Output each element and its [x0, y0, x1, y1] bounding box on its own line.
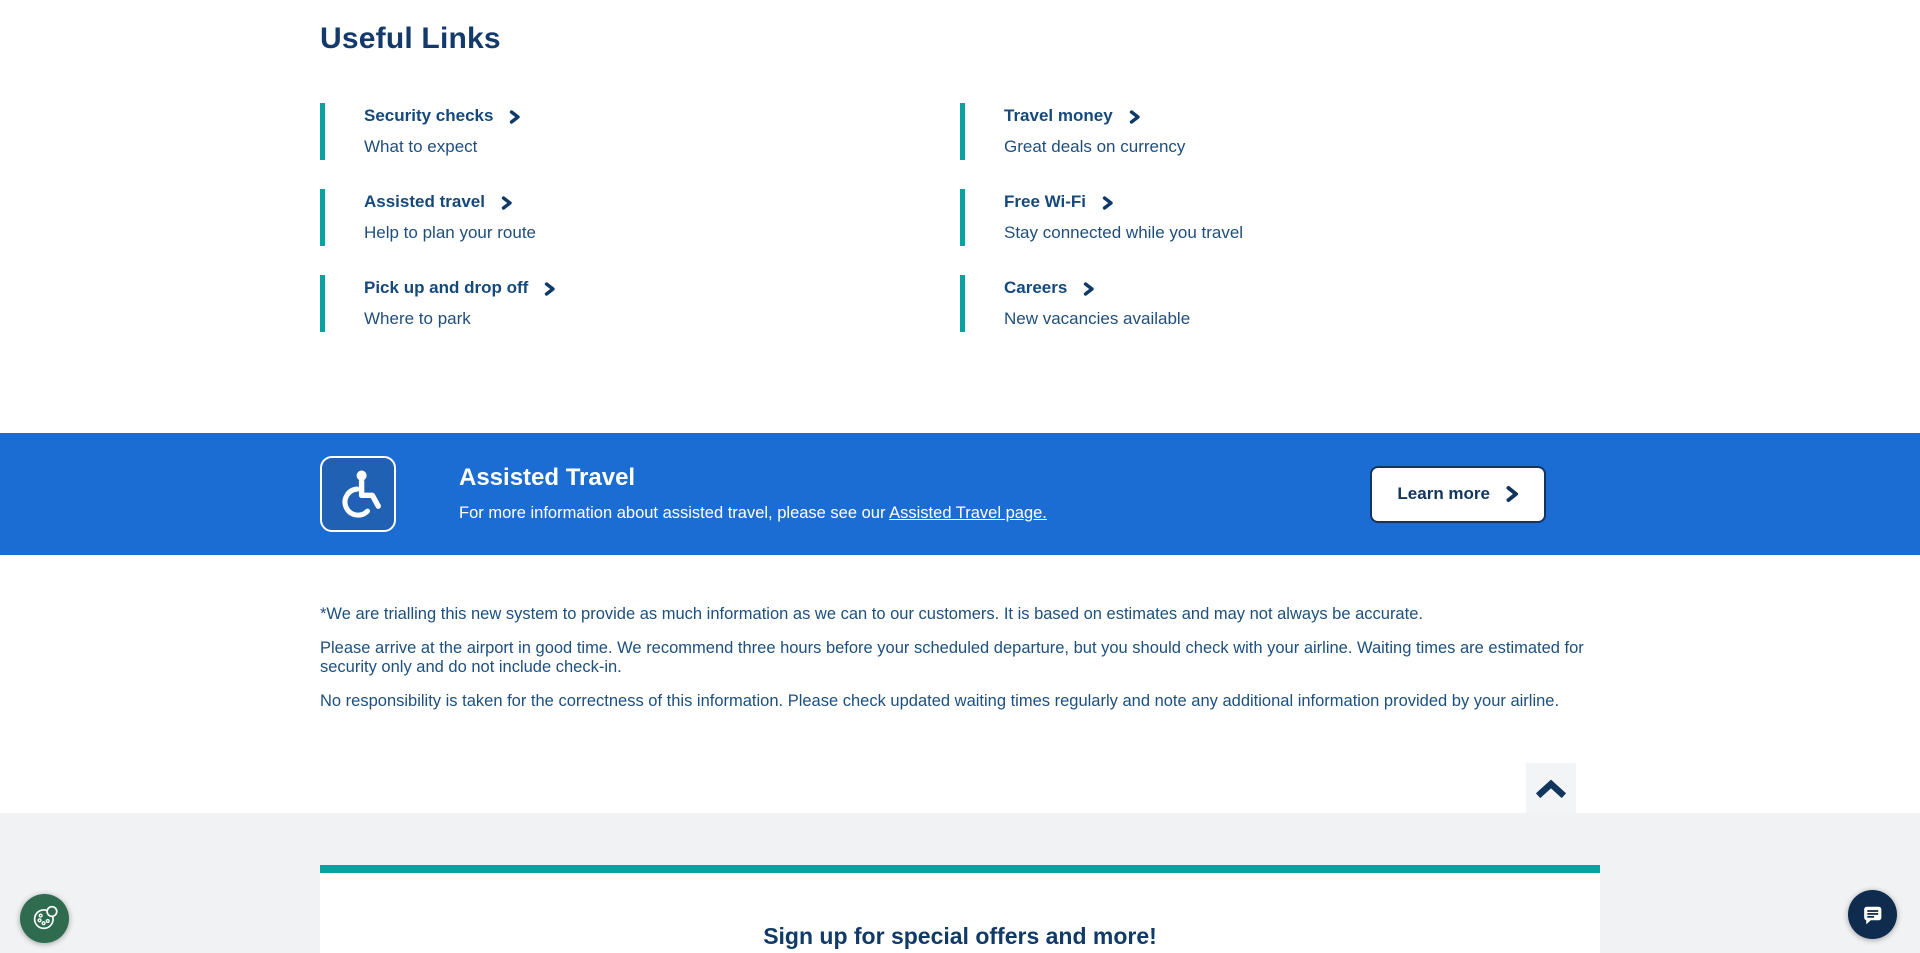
chevron-right-icon [1128, 110, 1141, 124]
signup-heading: Sign up for special offers and more! [763, 923, 1157, 949]
chevron-right-icon [500, 196, 513, 210]
assisted-travel-page-link[interactable]: Assisted Travel page. [889, 504, 1047, 522]
useful-link-free-wifi[interactable] [960, 189, 1600, 246]
bottom-section [0, 813, 1920, 953]
link-title-text: Travel money [1004, 106, 1113, 125]
link-subtitle: Stay connected while you travel [1004, 223, 1244, 242]
cookie-settings-button[interactable] [20, 894, 69, 943]
useful-link-pick-up-drop-off[interactable] [320, 275, 960, 332]
link-title [364, 278, 960, 298]
chat-bubble-icon [1860, 902, 1885, 927]
banner-text [459, 466, 1370, 522]
disclaimer-paragraph-2: Please arrive at the airport in good time. We recommend three hours before your scheduled departure, but you should check with your airline. Waiting times are estimated for security only and do not include check-in. [320, 639, 1584, 676]
useful-link-travel-money[interactable] [960, 103, 1600, 160]
useful-links-grid [320, 103, 1600, 332]
scroll-to-top-button[interactable] [1526, 763, 1576, 813]
chevron-right-icon [1082, 282, 1095, 296]
cookie-icon [31, 905, 58, 932]
banner-body-text: For more information about assisted travel, please see our [459, 504, 890, 522]
chevron-right-icon [1505, 485, 1519, 503]
link-title-text: Security checks [364, 106, 494, 125]
banner-body [459, 504, 1370, 522]
signup-card [320, 865, 1600, 953]
assisted-travel-banner [0, 433, 1920, 555]
link-title-text: Careers [1004, 278, 1068, 297]
wheelchair-icon [320, 456, 396, 532]
link-title [364, 106, 960, 126]
link-title [1004, 192, 1600, 212]
useful-link-security-checks[interactable] [320, 103, 960, 160]
link-subtitle: Help to plan your route [364, 223, 536, 242]
learn-more-button[interactable] [1370, 466, 1546, 523]
link-title [1004, 278, 1600, 298]
chevron-right-icon [1101, 196, 1114, 210]
chevron-up-icon [1536, 779, 1566, 798]
link-title [1004, 106, 1600, 126]
disclaimer-paragraph-3: No responsibility is taken for the correctness of this information. Please check updated waiting times regularly and note any additional information provided by your airline. [320, 692, 1560, 710]
useful-link-careers[interactable] [960, 275, 1600, 332]
link-subtitle: Great deals on currency [1004, 137, 1186, 156]
link-title-text: Free Wi-Fi [1004, 192, 1087, 211]
chevron-right-icon [508, 110, 521, 124]
chevron-right-icon [543, 282, 556, 296]
link-subtitle: What to expect [364, 137, 478, 156]
chat-button[interactable] [1848, 890, 1897, 939]
learn-more-label: Learn more [1397, 484, 1490, 503]
disclaimer-section [0, 555, 1920, 813]
disclaimer-paragraph-1: *We are trialling this new system to provide as much information as we can to our customers. It is based on estimates and may not always be accurate. [320, 605, 1423, 623]
banner-title: Assisted Travel [459, 464, 636, 491]
useful-link-assisted-travel[interactable] [320, 189, 960, 246]
link-title [364, 192, 960, 212]
link-title-text: Pick up and drop off [364, 278, 529, 297]
page-title: Useful Links [320, 22, 501, 55]
link-subtitle: Where to park [364, 309, 471, 328]
link-subtitle: New vacancies available [1004, 309, 1191, 328]
useful-links-section [0, 0, 1920, 433]
link-title-text: Assisted travel [364, 192, 485, 211]
